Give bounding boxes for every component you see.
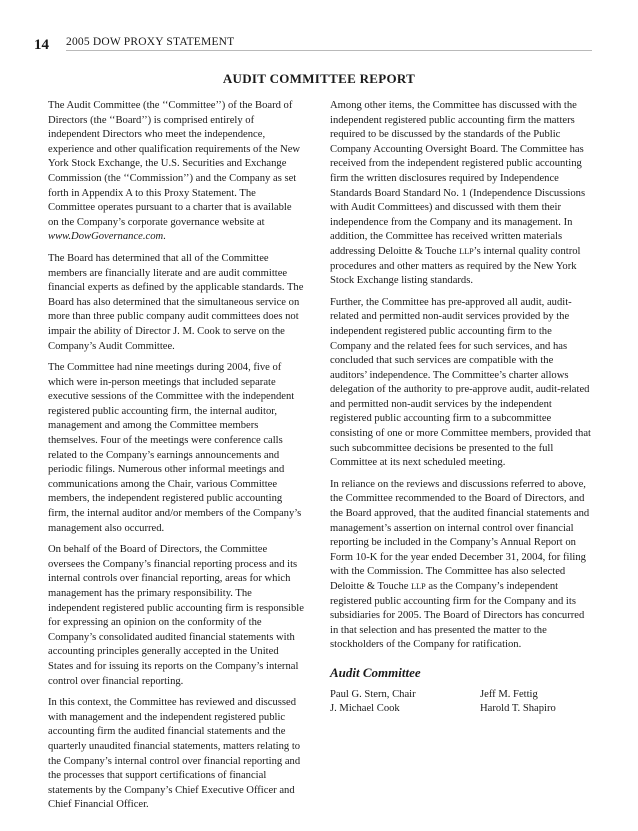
paragraph-financial-literacy: The Board has determined that all of the Committee members are financially literate and are audit committee financial experts as defined by the applicable standards. The Board has also determined that the simultaneous service on more than three public company audit committees does not impair the ability of Director J. M. Cook to serve on the Company’s Audit Committee. — [48, 252, 304, 352]
paragraph-text: In reliance on the reviews and discussions referred to above, the Committee recommended to the Board of Directors, and the Board approved, that the audited financial statements and management’s assertion on internal control over financial reporting be included in the Company’s Annual Report on Form 10-K for the year ended December 31, 2004, for filing with the Commission. The Committee has also selected Deloitte & Touche — [330, 478, 590, 592]
paragraph-text: Among other items, the Committee has discussed with the independent registered public accounting firm the matters required to be discussed by the standards of the Public Company Accounting Oversight Board. The Committee has received from the independent registered public accounting firm the written disclosures required by Independence Standards Board Standard No. 1 (Independence Discussions with Audit Committees) and discussed with them their independence from the Company and its management. In addition, the Committee has received written materials addressing Deloitte & Touche — [330, 100, 586, 257]
paragraph-text: ’s internal quality control procedures and other matters as required by the New York Stock Exchange listing standards. — [330, 245, 581, 287]
left-column — [48, 99, 304, 820]
signatory-name: J. Michael Cook — [330, 703, 400, 715]
llp-abbrev: LLP — [411, 582, 426, 591]
header-rule — [66, 50, 592, 51]
paragraph-committee-composition — [48, 99, 304, 245]
signature-heading: Audit Committee — [330, 664, 421, 680]
page-title: AUDIT COMMITTEE REPORT — [222, 71, 416, 86]
paragraph-preapproval: Further, the Committee has pre-approved all audit, audit-related and permitted non-audit services provided by the independent registered public accounting firm to the Company and the related fees for such services, and has concluded that such services are compatible with the auditors’ independence. The Committee’s charter allows delegation of the authority to pre-approve audit, audit-related and permitted non-audit services by the independent registered public accounting firm to a subcommittee consisting of one or more Committee members, provided that such subcommittee decisions be presented to the full Committee at its next scheduled meeting. — [330, 296, 591, 469]
paragraph-text: as the Company’s independent registered public accounting firm for the Company and its subsidiaries for 2005. The Board of Directors has concurred in that selection and has presented the matter to the stockholders of the Company for ratification. — [330, 581, 585, 651]
right-column — [330, 99, 592, 717]
paragraph-meetings: The Committee had nine meetings during 2004, five of which were in-person meetings that included separate executive sessions of the Committee with the independent registered public accounting firm, the internal auditor, management and among the Committee members themselves. Four of the meetings were conference calls related to the Company’s earnings announcements and periodic filings. Numerous other informal meetings and communications among the Chair, various Committee members, the independent registered public accounting firm, the internal auditor and/or members of the Company’s management also occurred. — [48, 362, 302, 534]
signature-block — [330, 688, 592, 717]
governance-website-link[interactable]: www.DowGovernance.com — [48, 231, 164, 243]
paragraph-text: The Audit Committee (the ‘‘Committee’’) of the Board of Directors (the ‘‘Board’’) is comprised entirely of independent Directors who meet the independence, experience and other qualification requirements of the New York Stock Exchange, the U.S. Securities and Exchange Commission (the ‘‘Commission’’) and the Company as set forth in Appendix A to this Proxy Statement. The Committee operates pursuant to a charter that is available on the Company’s corporate governance website at — [48, 100, 301, 228]
paragraph-independence — [330, 99, 592, 289]
paragraph-oversight: On behalf of the Board of Directors, the Committee oversees the Company’s financial reporting process and its internal controls over financial reporting, areas for which management has the primary responsibility. The independent registered public accounting firm is responsible for expressing an opinion on the conformity of the Company’s consolidated audited financial statements with accounting principles generally accepted in the United States and for issuing its reports on the Company’s internal control over financial reporting. — [48, 544, 304, 687]
paragraph-text: . — [163, 231, 166, 243]
paragraph-review: In this context, the Committee has reviewed and discussed with management and the independent registered public accounting firm the audited financial statements and the quarterly unaudited financial statements, matters relating to the Company’s internal control over financial reporting and the processes that support certifications of financial statements by the Company’s Chief Executive Officer and Chief Financial Officer. — [48, 697, 301, 811]
signatory-name: Harold T. Shapiro — [480, 703, 556, 715]
running-head: 2005 DOW PROXY STATEMENT — [66, 36, 235, 48]
page-number: 14 — [34, 37, 49, 53]
signatory-name: Paul G. Stern, Chair — [330, 688, 416, 700]
llp-abbrev: LLP — [459, 246, 474, 256]
signatory-name: Jeff M. Fettig — [480, 688, 538, 700]
paragraph-recommendation — [330, 478, 592, 653]
